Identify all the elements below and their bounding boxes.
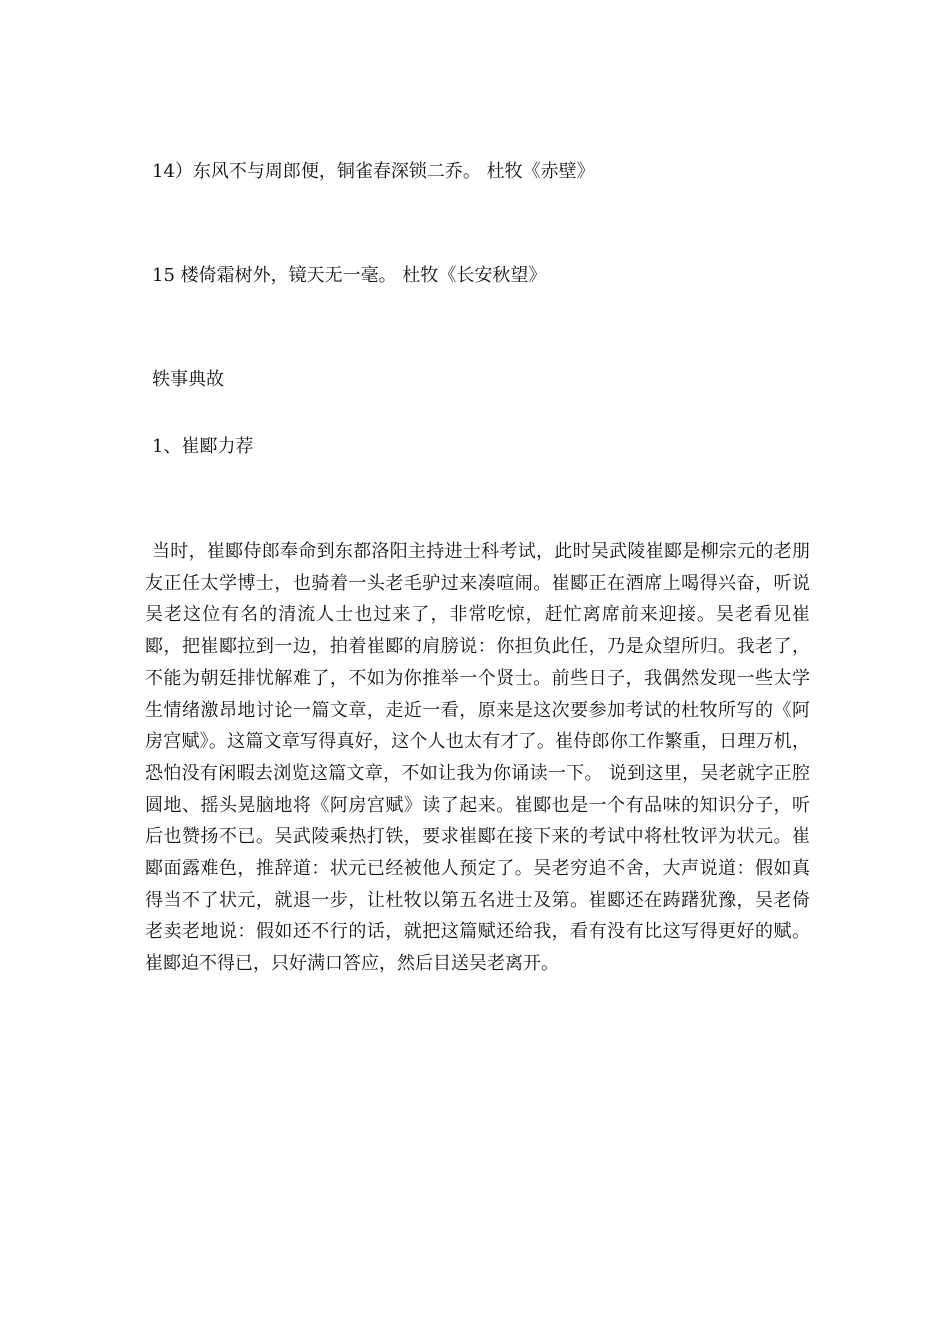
poem-line-15: 15 楼倚霜树外，镜天无一毫。 杜牧《长安秋望》 xyxy=(152,265,547,286)
story-title: 1、崔郾力荐 xyxy=(152,436,254,457)
story-paragraph: 当时，崔郾侍郎奉命到东都洛阳主持进士科考试，此时吴武陵崔郾是柳宗元的老朋友正任太学博士，也骑着一头老毛驴过来凑喧闹。崔郾正在酒席上喝得兴奋，听说吴老这位有名的清流人士也过来了，非常吃惊，赶忙离席前来迎接。吴老看见崔郾，把崔郾拉到一边，拍着崔郾的肩膀说：你担负此任，乃是众望所归。我老了，不能为朝廷排忧解难了，不如为你推举一个贤士。前些日子，我偶然发现一些太学生情绪激昂地讨论一篇文章，走近一看，原来是这次要参加考试的杜牧所写的《阿房宫赋》。这篇文章写得真好，这个人也太有才了。崔侍郎你工作繁重，日理万机，恐怕没有闲暇去浏览这篇文章，不如让我为你诵读一下。 说到这里，吴老就字正腔圆地、摇头晃脑地将《阿房宫赋》读了起来。崔郾也是一个有品味的知识分子，听后也赞扬不已。吴武陵乘热打铁，要求崔郾在接下来的考试中将杜牧评为状元。崔郾面露难色，推辞道：状元已经被他人预定了。吴老穷追不舍，大声说道：假如真得当不了状元，就退一步，让杜牧以第五名进士及第。崔郾还在踌躇犹豫，吴老倚老卖老地说：假如还不行的话，就把这篇赋还给我，看有没有比这写得更好的赋。崔郾迫不得已，只好满口答应，然后目送吴老离开。 xyxy=(145,541,810,975)
section-heading: 轶事典故 xyxy=(152,369,224,390)
poem-line-14: 14）东风不与周郎便，铜雀春深锁二乔。 杜牧《赤壁》 xyxy=(152,161,595,182)
